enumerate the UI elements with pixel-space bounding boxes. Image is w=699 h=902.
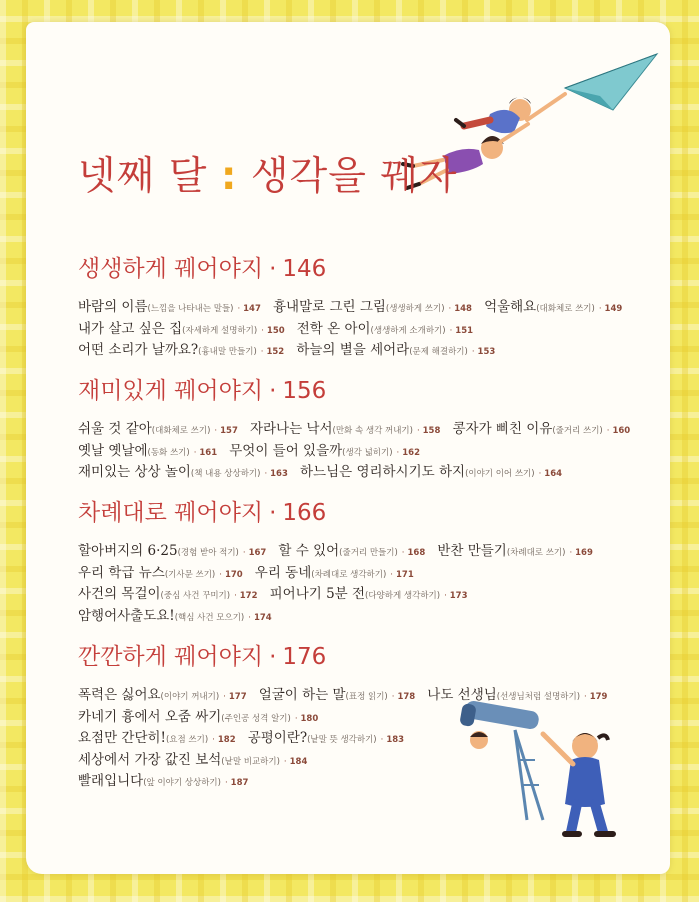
section-name: 생생하게 꿰어야지: [78, 256, 264, 282]
entry-dot: ·: [401, 548, 405, 558]
entry-hint: (이야기 이어 쓰기): [465, 469, 535, 479]
toc-line: [78, 539, 600, 561]
toc-list: [78, 417, 637, 482]
entry-dot: ·: [448, 304, 452, 314]
toc-entry[interactable]: [300, 461, 562, 480]
entry-page: 180: [300, 713, 319, 724]
entry-dot: ·: [224, 778, 228, 788]
entry-dot: ·: [223, 692, 226, 702]
entry-page: 161: [199, 447, 218, 458]
telescope-icon: [459, 700, 543, 820]
toc-entry[interactable]: [296, 339, 495, 358]
toc-line: [78, 561, 600, 583]
entry-dot: ·: [416, 426, 420, 436]
toc-list: [78, 295, 629, 360]
entry-title: 카네기 흉에서 오줌 싸기: [78, 708, 222, 725]
small-kid-figure: [470, 731, 488, 749]
entry-dot: ·: [234, 591, 237, 601]
entry-title: 내가 살고 싶은 집: [78, 320, 183, 337]
section-dot: ·: [269, 378, 277, 404]
entry-dot: ·: [260, 347, 264, 357]
entry-title: 피어나기 5분 전: [269, 586, 366, 602]
section-title: [78, 638, 614, 671]
entry-title: 쉬울 것 같아: [78, 421, 152, 437]
toc-entry[interactable]: [273, 296, 472, 315]
entry-page: 171: [395, 569, 414, 580]
toc-entry[interactable]: [78, 770, 248, 789]
entry-title: 암행어사출도요!: [78, 607, 175, 624]
entry-title: 하느님은 영리하시기도 하지: [299, 464, 466, 480]
entry-dot: ·: [380, 735, 384, 745]
entry-title: 자라나는 낙서: [249, 421, 333, 437]
entry-title: 폭력은 싫어요: [78, 687, 161, 703]
entry-title: 세상에서 가장 값진 보석: [78, 751, 222, 768]
toc-entry[interactable]: [78, 540, 266, 559]
toc-entry[interactable]: [452, 418, 630, 437]
chapter-title-part2: 생각을 꿰자: [250, 154, 458, 199]
entry-page: 152: [266, 347, 285, 357]
section-dot: ·: [269, 500, 277, 526]
section-dot: ·: [269, 256, 277, 282]
toc-entry[interactable]: [78, 562, 243, 581]
entry-dot: ·: [444, 591, 447, 601]
entry-title: 콩자가 삐친 이유: [452, 421, 553, 437]
section-vivid: [78, 250, 629, 360]
entry-page: 148: [454, 304, 472, 314]
entry-hint: (다양하게 생각하기): [365, 591, 441, 601]
entry-hint: (앞 이야기 상상하기): [143, 778, 221, 788]
telescope-kids-illustration: [455, 700, 655, 850]
toc-entry[interactable]: [78, 296, 261, 315]
section-fun: [78, 372, 637, 482]
entry-hint: (생생하게 쓰기): [385, 304, 445, 314]
entry-dot: ·: [283, 756, 287, 767]
entry-hint: (줄거리 만들기): [339, 548, 398, 558]
section-title: [78, 494, 600, 527]
section-page: 166: [282, 500, 327, 526]
entry-hint: (요점 쓰기): [165, 735, 209, 745]
entry-page: 179: [589, 692, 608, 702]
entry-page: 150: [266, 325, 285, 336]
entry-title: 어떤 소리가 날까요?: [78, 342, 199, 358]
entry-title: 얼굴이 하는 말: [258, 687, 346, 703]
entry-hint: (낱말 비교하기): [221, 756, 280, 767]
entry-page: 177: [228, 692, 247, 702]
entry-dot: ·: [538, 469, 542, 479]
toc-entry[interactable]: [259, 684, 415, 703]
entry-hint: (이야기 꺼내기): [160, 692, 220, 702]
entry-title: 사건의 목걸이: [78, 586, 161, 602]
toc-entry[interactable]: [250, 418, 440, 437]
entry-page: 172: [239, 591, 258, 601]
entry-hint: (책 내용 상상하기): [190, 469, 261, 479]
toc-line: [78, 417, 637, 439]
toc-entry[interactable]: [78, 684, 247, 703]
entry-dot: ·: [193, 447, 197, 458]
section-name: 재미있게 꿰어야지: [78, 378, 264, 404]
toc-entry[interactable]: [229, 440, 420, 459]
entry-dot: ·: [584, 692, 587, 702]
entry-hint: (경험 받아 적기): [177, 548, 239, 558]
entry-hint: (줄거리 쓰기): [552, 426, 603, 436]
entry-page: 162: [402, 447, 420, 458]
entry-page: 173: [449, 591, 468, 601]
entry-hint: (선생님처럼 설명하기): [496, 692, 581, 702]
entry-title: 할 수 있어: [278, 543, 340, 559]
toc-line: [78, 582, 600, 604]
entry-title: 전학 온 아이: [296, 320, 371, 337]
entry-page: 187: [230, 778, 249, 788]
entry-hint: (생생하게 소개하기): [370, 325, 446, 336]
toc-line: [78, 460, 637, 482]
entry-page: 151: [455, 325, 474, 336]
entry-hint: (대화체로 쓰기): [151, 426, 211, 436]
entry-page: 182: [217, 735, 236, 745]
toc-entry[interactable]: [270, 583, 468, 602]
kid-overalls-figure: [543, 733, 613, 834]
toc-entry[interactable]: [78, 418, 238, 437]
toc-entry[interactable]: [278, 540, 425, 559]
chapter-title: [78, 145, 458, 201]
entry-page: 149: [604, 304, 623, 314]
section-title: [78, 372, 637, 405]
entry-hint: (표정 읽기): [345, 692, 388, 702]
toc-list: [78, 539, 600, 625]
entry-dot: ·: [390, 569, 393, 580]
entry-hint: (핵심 사건 모으기): [174, 612, 245, 623]
entry-title: 공평이란?: [247, 730, 308, 746]
entry-hint: (대화체로 쓰기): [536, 304, 595, 314]
section-page: 146: [282, 256, 327, 282]
entry-dot: ·: [264, 469, 268, 479]
toc-entry[interactable]: [78, 339, 284, 358]
entry-page: 168: [407, 548, 426, 558]
entry-hint: (차례대로 생각하기): [311, 569, 387, 580]
entry-title: 나도 선생님: [427, 687, 497, 703]
toc-line: [78, 338, 629, 360]
entry-hint: (문제 해결하기): [409, 347, 468, 357]
entry-dot: ·: [219, 569, 222, 580]
entry-dot: ·: [212, 735, 215, 745]
kid-blue-figure: [456, 94, 565, 133]
toc-entry[interactable]: [484, 296, 622, 315]
entry-dot: ·: [294, 713, 298, 724]
toc-entry[interactable]: [78, 461, 288, 480]
entry-dot: ·: [471, 347, 475, 357]
entry-page: 158: [422, 426, 441, 436]
entry-dot: ·: [261, 325, 264, 336]
entry-page: 147: [243, 304, 261, 314]
toc-line: [78, 604, 600, 626]
entry-dot: ·: [391, 692, 395, 702]
entry-hint: (느낌을 나타내는 말들): [147, 304, 234, 314]
section-page: 156: [282, 378, 327, 404]
toc-entry[interactable]: [78, 706, 318, 725]
entry-page: 157: [220, 426, 238, 436]
toc-line: [78, 317, 629, 339]
entry-dot: ·: [569, 548, 573, 558]
toc-entry[interactable]: [78, 318, 285, 337]
entry-page: 160: [612, 426, 631, 436]
entry-hint: (동화 쓰기): [147, 447, 190, 458]
entry-title: 옛날 옛날에: [78, 442, 148, 459]
entry-dot: ·: [606, 426, 610, 436]
entry-page: 183: [386, 735, 405, 745]
entry-title: 우리 동네: [254, 564, 312, 581]
entry-dot: ·: [242, 548, 246, 558]
section-ordered: [78, 494, 600, 625]
entry-hint: (차례대로 쓰기): [506, 548, 566, 558]
entry-page: 167: [248, 548, 267, 558]
entry-page: 169: [575, 548, 593, 558]
entry-dot: ·: [214, 426, 218, 436]
entry-dot: ·: [598, 304, 602, 314]
entry-page: 163: [270, 469, 288, 479]
entry-title: 바람의 이름: [78, 299, 148, 315]
entry-title: 빨래입니다: [78, 773, 144, 789]
section-dot: ·: [269, 644, 277, 670]
entry-title: 무엇이 들어 있을까: [229, 442, 343, 459]
entry-dot: ·: [396, 447, 400, 458]
entry-hint: (주인공 성격 알기): [221, 713, 291, 724]
paper-airplane-icon: [565, 54, 657, 110]
toc-entry[interactable]: [255, 562, 414, 581]
entry-page: 174: [253, 612, 272, 623]
entry-title: 우리 학급 뉴스: [78, 564, 165, 581]
entry-hint: (생각 넓히기): [342, 447, 393, 458]
entry-dot: ·: [449, 325, 453, 336]
entry-title: 반찬 만들기: [437, 543, 507, 559]
toc-entry[interactable]: [248, 727, 404, 746]
toc-entry[interactable]: [78, 749, 307, 768]
chapter-title-colon: :: [220, 154, 238, 199]
entry-hint: (자세하게 설명하기): [182, 325, 258, 336]
entry-title: 재미있는 상상 놀이: [78, 464, 191, 480]
toc-entry[interactable]: [297, 318, 473, 337]
section-page: 176: [282, 644, 327, 670]
entry-hint: (기사문 쓰기): [164, 569, 216, 580]
entry-page: 178: [397, 692, 416, 702]
toc-entry[interactable]: [78, 727, 236, 746]
entry-page: 164: [544, 469, 563, 479]
entry-page: 184: [289, 756, 308, 767]
entry-title: 할아버지의 6·25: [78, 543, 178, 559]
entry-hint: (낱말 뜻 생각하기): [307, 735, 377, 745]
entry-dot: ·: [248, 612, 251, 623]
entry-hint: (흉내말 만들기): [198, 347, 257, 357]
entry-dot: ·: [237, 304, 241, 314]
chapter-title-part1: 넷째 달: [78, 154, 208, 199]
entry-title: 요점만 간단히!: [78, 730, 166, 746]
entry-page: 170: [224, 569, 243, 580]
toc-entry[interactable]: [437, 540, 593, 559]
entry-title: 억울해요: [484, 299, 537, 315]
entry-title: 하늘의 별을 세어라: [296, 342, 410, 358]
section-title: [78, 250, 629, 283]
section-name: 깐깐하게 꿰어야지: [78, 644, 264, 670]
entry-hint: (중심 사건 꾸미기): [160, 591, 231, 601]
section-name: 차례대로 꿰어야지: [78, 500, 264, 526]
toc-line: [78, 295, 629, 317]
entry-hint: (만화 속 생각 꺼내기): [332, 426, 413, 436]
toc-entry[interactable]: [78, 440, 217, 459]
entry-page: 153: [477, 347, 496, 357]
toc-entry[interactable]: [78, 605, 272, 624]
toc-line: [78, 439, 637, 461]
toc-entry[interactable]: [78, 583, 258, 602]
entry-title: 흉내말로 그린 그림: [272, 299, 386, 315]
